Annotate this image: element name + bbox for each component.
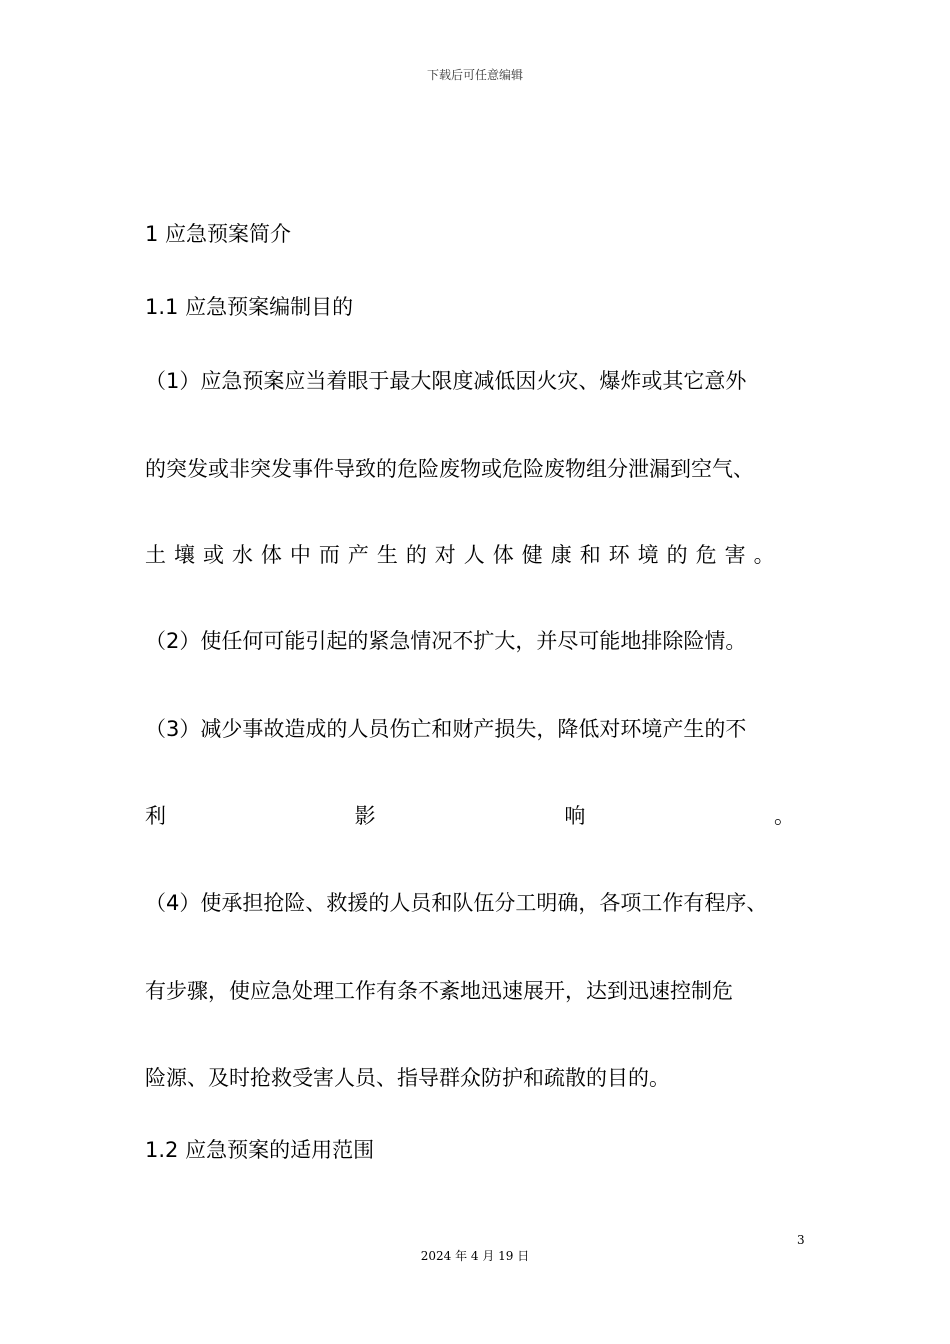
page-number: 3 [797,1233,805,1247]
paragraph-4-line-1: （4）使承担抢险、救援的人员和队伍分工明确，各项工作有程序、 [145,891,768,915]
word: 响 [564,804,586,828]
paragraph-1-line-3: 土壤或水体中而产生的对人体健康和环境的危害。 [145,543,783,567]
word: 影 [354,804,376,828]
heading-1: 1 应急预案简介 [145,222,292,246]
heading-1-2: 1.2 应急预案的适用范围 [145,1138,375,1162]
paragraph-2-line-1: （2）使任何可能引起的紧急情况不扩大，并尽可能地排除险情。 [145,629,747,653]
page-header: 下载后可任意编辑 [426,68,523,82]
word: 利 [145,804,166,828]
paragraph-3-line-1: （3）减少事故造成的人员伤亡和财产损失，降低对环境产生的不 [145,717,747,741]
paragraph-1-line-2: 的突发或非突发事件导致的危险废物或危险废物组分泄漏到空气、 [145,457,754,481]
paragraph-3-line-2 [145,802,795,830]
paragraph-4-line-2: 有步骤，使应急处理工作有条不紊地迅速展开，达到迅速控制危 [145,979,733,1003]
footer-date: 2024 年 4 月 19 日 [420,1249,530,1263]
paragraph-1-line-1: （1）应急预案应当着眼于最大限度减低因火灾、爆炸或其它意外 [145,369,747,393]
heading-1-1: 1.1 应急预案编制目的 [145,295,354,319]
paragraph-4-line-3: 险源、及时抢救受害人员、指导群众防护和疏散的目的。 [145,1066,670,1090]
word: 。 [773,804,795,828]
